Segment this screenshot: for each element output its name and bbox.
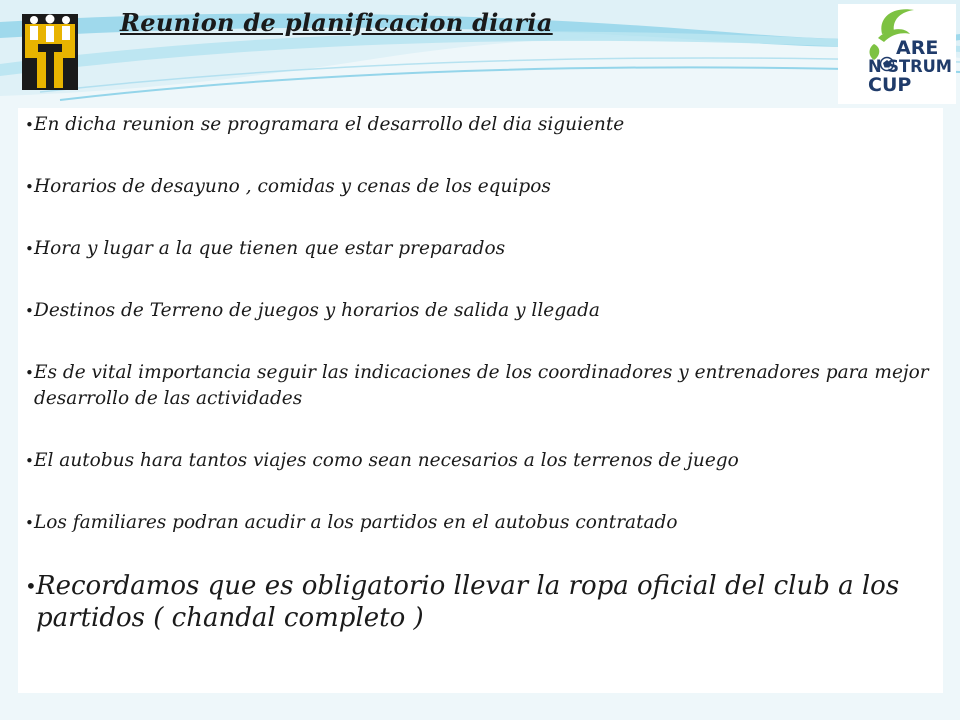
bullet-text: Es de vital importancia seguir las indicaciones de los coordinadores y entrenadores para mejor desarrollo de las actividades — [34, 362, 929, 409]
family-emblem-icon — [22, 14, 78, 90]
mare-nostrum-cup-logo — [838, 4, 956, 104]
bullet-item — [25, 510, 930, 536]
bullet-list — [25, 112, 930, 634]
bullet-item — [25, 298, 930, 324]
bullet-item — [25, 448, 930, 474]
logo-text-line1: ARE — [896, 37, 939, 59]
bullet-item — [25, 174, 930, 200]
slide-title: Reunion de planificacion diaria — [120, 8, 553, 37]
logo-text-line2: N STRUM — [868, 57, 952, 77]
bullet-item-emphasis — [25, 570, 930, 634]
bullet-item — [25, 360, 930, 412]
bullet-item — [25, 236, 930, 262]
bullet-text: Recordamos que es obligatorio llevar la ropa oficial del club a los partidos ( chandal completo ) — [36, 571, 900, 633]
bullet-item — [25, 112, 930, 138]
bullet-text: En dicha reunion se programara el desarrollo del dia siguiente — [34, 114, 625, 135]
bullet-text: Los familiares podran acudir a los partidos en el autobus contratado — [34, 512, 678, 533]
bullet-text: Hora y lugar a la que tienen que estar preparados — [34, 238, 506, 259]
bullet-text: El autobus hara tantos viajes como sean necesarios a los terrenos de juego — [34, 450, 739, 471]
logo-text-line3: CUP — [868, 74, 912, 96]
bullet-text: Horarios de desayuno , comidas y cenas de los equipos — [34, 176, 551, 197]
bullet-text: Destinos de Terreno de juegos y horarios de salida y llegada — [34, 300, 600, 321]
